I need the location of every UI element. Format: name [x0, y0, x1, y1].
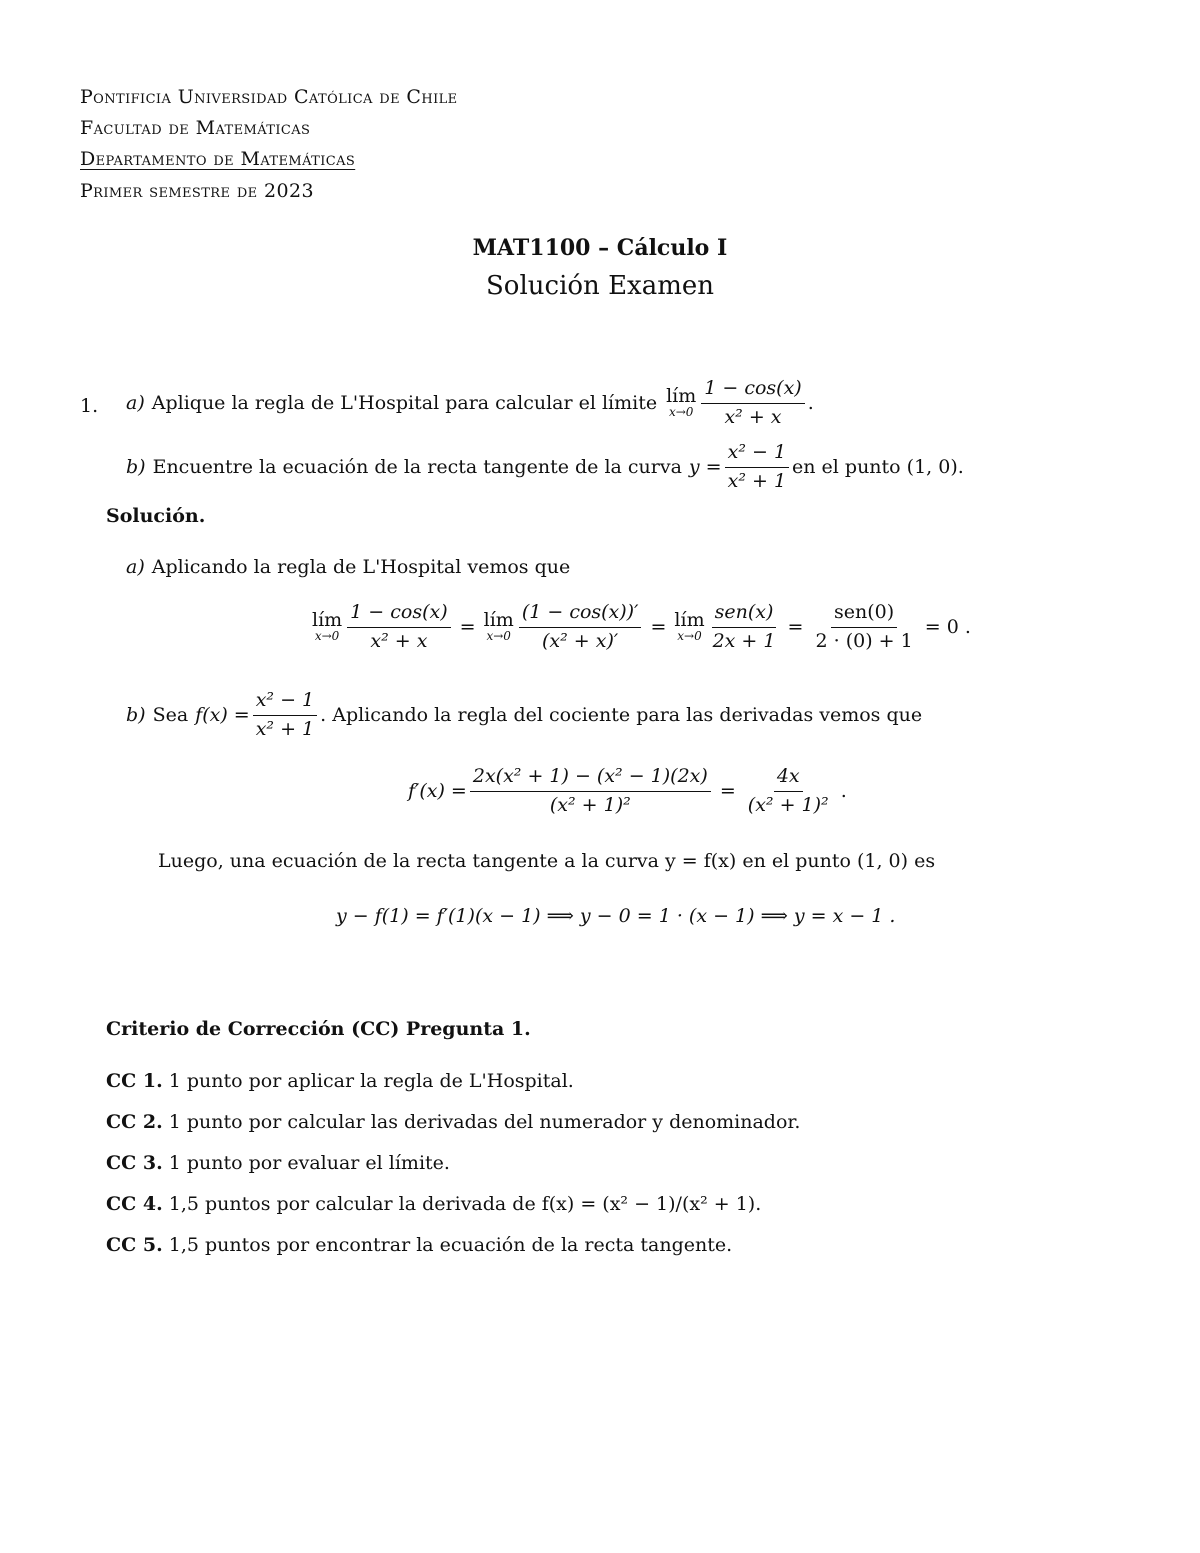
problem-a-text: Aplique la regla de L'Hospital para calcular el límite — [151, 392, 658, 415]
criteria-item: CC 1. 1 punto por aplicar la regla de L'Hospital. — [106, 1070, 574, 1092]
solution-b: b) Sea f(x) = $\frac{\text{x² − 1}}{\text{x² + 1}}$ . Aplicando la regla del cociente para las derivadas vemos que — [126, 689, 923, 740]
criteria-item: CC 5. 1,5 puntos por encontrar la ecuación de la recta tangente. — [106, 1234, 733, 1256]
equation-limit: lím x→0 $\frac{1 - \cos(x)}{\text{x² + x}}$ = lím x→0 $\frac{(1 - \cos(x))'}{\text{(x² + x)′}}$ = lím x→0 $\frac{\text{sen(x)}}{2x + 1}$ = $\frac{\text{sen(0)}}{2 \cdot (0) + 1}$ = 0 . — [312, 601, 971, 652]
department-name: Departamento de Matemáticas — [80, 148, 356, 170]
problem-a-limit: lím x→0 — [666, 385, 697, 420]
problem-a-fraction: $\frac{1 - \cos(x)}{\text{x² + x}}$ — [701, 378, 804, 429]
equation-derivative: f′(x) = $\frac{\text{2x(x² + 1) − (x² − 1)(2x)}}{\text{(x² + 1)²}}$ = $\frac{4x}{\text{(x² + 1)²}}$ . — [408, 765, 847, 816]
university-name: Pontificia Universidad Católica de Chile — [80, 86, 458, 108]
criteria-item: CC 4. 1,5 puntos por calcular la derivada de f(x) = (x² − 1)/(x² + 1). — [106, 1193, 762, 1215]
problem-b: b) Encuentre la ecuación de la recta tangente de la curva y = $\frac{\text{x² − 1}}{\text{x² + 1}}$ en el punto (1, 0). — [126, 441, 964, 492]
problem-b-label: b) — [126, 456, 146, 479]
solution-a: a) Aplicando la regla de L'Hospital vemos que — [126, 556, 571, 578]
problem-b-fraction: $\frac{\text{x² − 1}}{\text{x² + 1}}$ — [725, 442, 789, 493]
equation-tangent-line: y − f(1) = f′(1)(x − 1) ⟹ y − 0 = 1 · (x − 1) ⟹ y = x − 1 . — [336, 905, 896, 927]
problem-number: 1. — [80, 395, 99, 417]
problem-a: a) Aplique la regla de L'Hospital para calcular el límite lím x→0 $\frac{1 - \cos(x)}{\text{x² + x}}$ . — [126, 377, 814, 428]
faculty-name: Facultad de Matemáticas — [80, 117, 311, 139]
criteria-heading: Criterio de Corrección (CC) Pregunta 1. — [106, 1018, 531, 1040]
solution-luego-text: Luego, una ecuación de la recta tangente a la curva y = f(x) en el punto (1, 0) es — [158, 850, 936, 872]
document-subtitle: Solución Examen — [486, 271, 714, 301]
problem-a-label: a) — [126, 392, 145, 415]
problem-b-text: Encuentre la ecuación de la recta tangente de la curva — [152, 456, 682, 479]
criteria-item: CC 2. 1 punto por calcular las derivadas del numerador y denominador. — [106, 1111, 801, 1133]
solution-heading: Solución. — [106, 505, 206, 527]
solution-a-text: Aplicando la regla de L'Hospital vemos que — [151, 556, 571, 578]
problem-b-end: en el punto (1, 0). — [792, 456, 964, 479]
criteria-item: CC 3. 1 punto por evaluar el límite. — [106, 1152, 450, 1174]
course-title: MAT1100 – Cálculo I — [472, 235, 728, 261]
semester: Primer semestre de 2023 — [80, 180, 314, 202]
solution-b-text: . Aplicando la regla del cociente para las derivadas vemos que — [320, 704, 923, 727]
